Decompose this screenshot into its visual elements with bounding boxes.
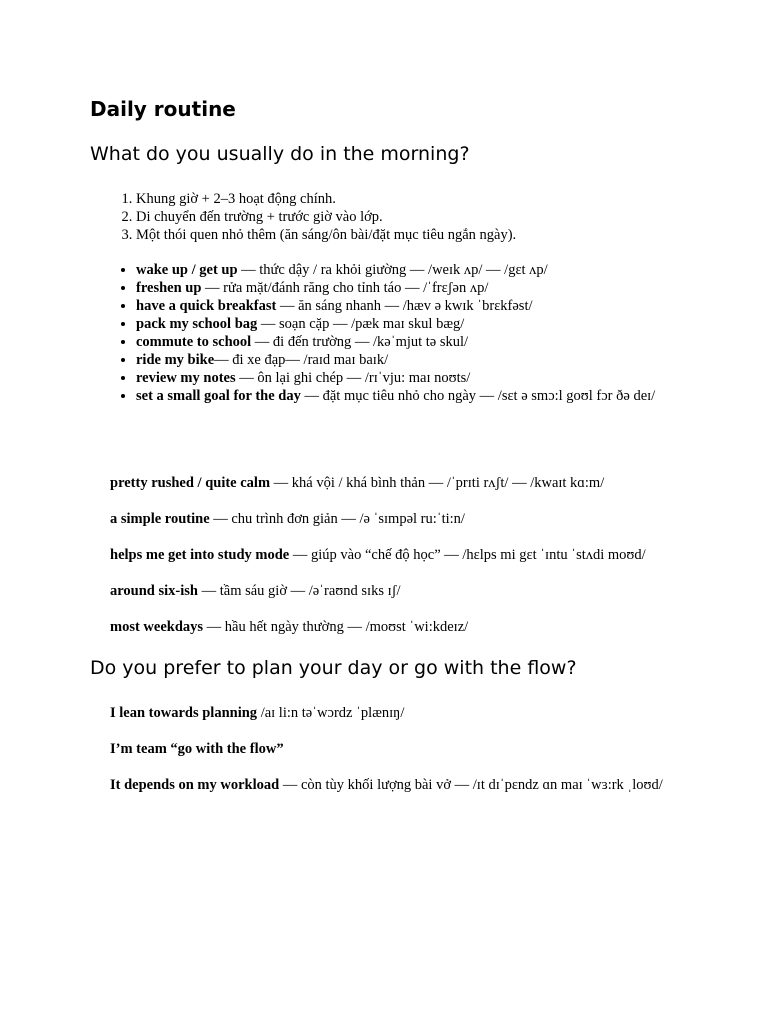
phrase-line bbox=[110, 704, 404, 722]
vocab-term: ride my bike bbox=[136, 352, 215, 368]
phrase-line bbox=[110, 618, 468, 636]
list-item bbox=[136, 333, 768, 351]
answer-structure-list bbox=[90, 190, 768, 244]
phrase-definition: — khá vội / khá bình thản — /ˈprɪti rʌʃt/ — /kwaɪt kɑ:m/ bbox=[270, 475, 605, 491]
list-item bbox=[136, 279, 768, 297]
list-item: 1. Khung giờ + 2–3 hoạt động chính. bbox=[136, 190, 768, 208]
vocab-term: freshen up bbox=[136, 280, 202, 296]
vocab-definition: — soạn cặp — /pæk maɪ skul bæg/ bbox=[257, 316, 465, 332]
vocab-definition: — đi xe đạp— /raɪd maɪ baɪk/ bbox=[214, 352, 389, 368]
phrase-line bbox=[90, 776, 670, 794]
vocab-definition: — ôn lại ghi chép — /rɪˈvju: maɪ noʊts/ bbox=[235, 370, 471, 386]
vocab-definition: — rửa mặt/đánh răng cho tỉnh táo — /ˈfrɛʃən ʌp/ bbox=[201, 280, 489, 296]
list-item bbox=[136, 369, 768, 387]
vocab-term: pack my school bag bbox=[136, 316, 258, 332]
phrase-line bbox=[110, 546, 646, 564]
vocabulary-list bbox=[90, 261, 768, 405]
phrase-definition: — tầm sáu giờ — /əˈraʊnd sɪks ɪʃ/ bbox=[197, 583, 401, 599]
vocab-definition: — ăn sáng nhanh — /hæv ə kwɪk ˈbrɛkfəst/ bbox=[276, 298, 533, 314]
phrase-definition: /aɪ li:n təˈwɔrdz ˈplænɪŋ/ bbox=[257, 705, 405, 721]
phrase-term: I lean towards planning bbox=[110, 705, 258, 721]
list-item: 3. Một thói quen nhỏ thêm (ăn sáng/ôn bài/đặt mục tiêu ngắn ngày). bbox=[136, 226, 768, 244]
list-item: 2. Di chuyển đến trường + trước giờ vào lớp. bbox=[136, 208, 768, 226]
phrase-term: pretty rushed / quite calm bbox=[110, 475, 271, 491]
vocab-definition: — đi đến trường — /kəˈmjut tə skul/ bbox=[251, 334, 469, 350]
phrase-line bbox=[110, 474, 604, 492]
question-heading-planning: Do you prefer to plan your day or go with the flow? bbox=[90, 657, 577, 679]
phrase-definition: — còn tùy khối lượng bài vở — /ɪt dɪˈpɛndz ɑn maɪ ˈwɜ:rk ˌloʊd/ bbox=[279, 777, 663, 793]
phrase-term: around six-ish bbox=[110, 583, 198, 599]
phrase-line bbox=[110, 582, 400, 600]
vocab-term: wake up / get up bbox=[136, 262, 238, 278]
list-item bbox=[136, 387, 768, 405]
phrase-term: most weekdays bbox=[110, 619, 204, 635]
phrase-line bbox=[110, 740, 284, 758]
phrase-definition: — chu trình đơn giản — /ə ˈsɪmpəl ru:ˈti:n/ bbox=[209, 511, 465, 527]
vocab-definition: — thức dậy / ra khỏi giường — /weɪk ʌp/ — /gɛt ʌp/ bbox=[237, 262, 548, 278]
question-heading-morning: What do you usually do in the morning? bbox=[90, 143, 470, 165]
phrase-term: helps me get into study mode bbox=[110, 547, 290, 563]
list-item bbox=[136, 351, 768, 369]
vocab-term: commute to school bbox=[136, 334, 252, 350]
page-title: Daily routine bbox=[90, 97, 236, 121]
vocab-definition: — đặt mục tiêu nhỏ cho ngày — /sɛt ə smɔ:l goʊl fɔr ðə deɪ/ bbox=[300, 388, 656, 404]
phrase-line bbox=[110, 510, 465, 528]
phrase-term: It depends on my workload bbox=[110, 777, 280, 793]
list-item bbox=[136, 315, 768, 333]
vocab-term: review my notes bbox=[136, 370, 236, 386]
list-item bbox=[136, 297, 768, 315]
vocab-term: have a quick breakfast bbox=[136, 298, 277, 314]
phrase-term: a simple routine bbox=[110, 511, 210, 527]
phrase-term: I’m team “go with the flow” bbox=[110, 741, 284, 757]
list-item bbox=[136, 261, 768, 279]
phrase-definition: — hầu hết ngày thường — /moʊst ˈwi:kdeɪz/ bbox=[203, 619, 469, 635]
vocab-term: set a small goal for the day bbox=[136, 388, 301, 404]
phrase-definition: — giúp vào “chế độ học” — /hɛlps mi gɛt ˈɪntu ˈstʌdi moʊd/ bbox=[289, 547, 646, 563]
